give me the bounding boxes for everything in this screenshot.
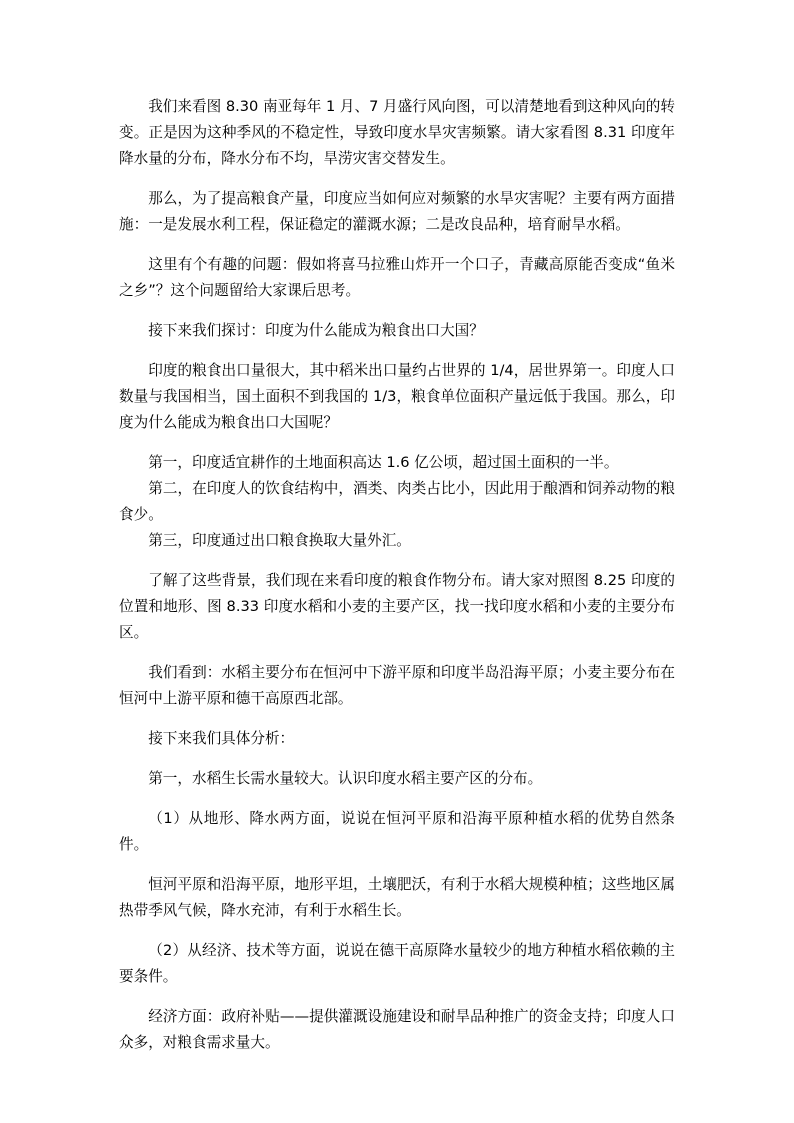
paragraph-explore: 接下来我们探讨：印度为什么能成为粮食出口大国？ [148, 322, 484, 339]
paragraph-question-1: （1）从地形、降水两方面，说说在恒河平原和沿海平原种植水稻的优势自然条件。 [119, 810, 675, 853]
paragraph-analysis-intro: 接下来我们具体分析： [148, 730, 295, 747]
paragraph-reason-1: 第一，印度适宜耕作的土地面积高达 1.6 亿公顷，超过国土面积的一半。 [148, 454, 619, 471]
paragraph-observation: 我们看到：水稻主要分布在恒河中下游平原和印度半岛沿海平原；小麦主要分布在恒河中上游平原和德干高原西北部。 [119, 664, 675, 707]
paragraph-answer-2: 经济方面：政府补贴——提供灌溉设施建设和耐旱品种推广的资金支持；印度人口众多，对粮食需求量大。 [119, 1008, 675, 1051]
paragraph-export: 印度的粮食出口量很大，其中稻米出口量约占世界的 1/4，居世界第一。印度人口数量与我国相当，国土面积不到我国的 1/3，粮食单位面积产量远低于我国。那么，印度为什么能成为粮食出口大国呢？ [119, 362, 675, 431]
paragraph-distribution: 了解了这些背景，我们现在来看印度的粮食作物分布。请大家对照图 8.25 印度的位置和地形、图 8.33 印度水稻和小麦的主要产区，找一找印度水稻和小麦的主要分布区。 [119, 572, 675, 641]
paragraph-question: 这里有个有趣的问题：假如将喜马拉雅山炸开一个口子，青藏高原能否变成“鱼米之乡”？这个问题留给大家课后思考。 [119, 256, 675, 299]
paragraph-rice-water: 第一，水稻生长需水量较大。认识印度水稻主要产区的分布。 [148, 770, 543, 787]
paragraph-reason-3: 第三，印度通过出口粮食换取大量外汇。 [148, 532, 411, 549]
paragraph-answer-1: 恒河平原和沿海平原，地形平坦，土壤肥沃，有利于水稻大规模种植；这些地区属热带季风气候，降水充沛，有利于水稻生长。 [119, 876, 675, 919]
paragraph-reason-2: 第二，在印度人的饮食结构中，酒类、肉类占比小，因此用于酿酒和饲养动物的粮食少。 [119, 480, 675, 523]
document-page [119, 94, 675, 1070]
paragraph-monsoon: 我们来看图 8.30 南亚每年 1 月、7 月盛行风向图，可以清楚地看到这种风向的转变。正是因为这种季风的不稳定性，导致印度水旱灾害频繁。请大家看图 8.31 印度年降水量的分布，降水分布不均，旱涝灾害交替发生。 [119, 98, 675, 167]
paragraph-measures: 那么，为了提高粮食产量，印度应当如何应对频繁的水旱灾害呢？主要有两方面措施：一是发展水利工程，保证稳定的灌溉水源；二是改良品种，培育耐旱水稻。 [119, 190, 675, 233]
paragraph-question-2: （2）从经济、技术等方面，说说在德干高原降水量较少的地方种植水稻依赖的主要条件。 [119, 942, 675, 985]
